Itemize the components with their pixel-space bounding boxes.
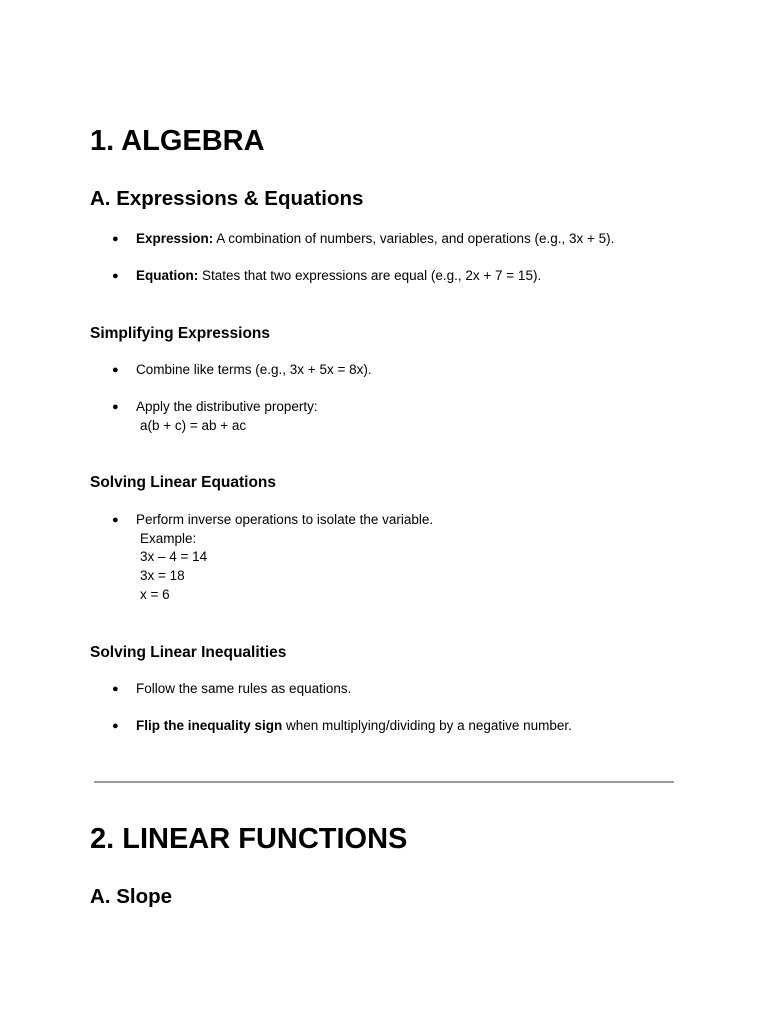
- term-equation: Equation:: [136, 268, 199, 283]
- bullet-dot: ●: [112, 401, 119, 413]
- bullet-dot: ●: [112, 683, 119, 695]
- distributive-text: Apply the distributive property:: [136, 399, 318, 414]
- example-step: x = 6: [140, 586, 170, 602]
- bullet-dot: ●: [112, 720, 119, 732]
- section-1-title: 1. ALGEBRA: [90, 125, 265, 157]
- example-step: 3x = 18: [140, 568, 185, 584]
- inverse-operations-text: Perform inverse operations to isolate the variable.: [136, 512, 434, 527]
- horizontal-divider: [94, 781, 674, 783]
- solving-linear-inequalities-title: Solving Linear Inequalities: [90, 644, 287, 661]
- subsection-expressions-equations-title: A. Expressions & Equations: [90, 187, 364, 210]
- bullet-body: [136, 267, 541, 286]
- bullet-body: Combine like terms (e.g., 3x + 5x = 8x).: [136, 362, 372, 377]
- term-expression: Expression:: [136, 231, 214, 246]
- definition-equation: States that two expressions are equal (e.g., 2x + 7 = 15).: [198, 268, 542, 283]
- solving-linear-equations-title: Solving Linear Equations: [90, 474, 277, 491]
- subsection-slope-title: A. Slope: [90, 885, 173, 908]
- example-label: Example:: [140, 530, 197, 546]
- simplifying-expressions-title: Simplifying Expressions: [90, 325, 271, 342]
- bullet-body: [136, 511, 433, 605]
- bullet-body: [136, 398, 318, 435]
- distributive-formula: a(b + c) = ab + ac: [140, 417, 247, 433]
- term-flip-sign: Flip the inequality sign: [136, 718, 283, 733]
- bullet-dot: ●: [112, 233, 119, 245]
- bullet-body: [136, 717, 572, 736]
- bullet-dot: ●: [112, 514, 119, 526]
- example-step: 3x – 4 = 14: [140, 549, 208, 565]
- definition-expression: A combination of numbers, variables, and operations (e.g., 3x + 5).: [213, 231, 615, 246]
- bullet-dot: ●: [112, 364, 119, 376]
- flip-sign-text: when multiplying/dividing by a negative number.: [282, 718, 572, 733]
- bullet-body: Follow the same rules as equations.: [136, 681, 352, 696]
- section-2-title: 2. LINEAR FUNCTIONS: [90, 823, 408, 855]
- bullet-body: [136, 230, 614, 249]
- bullet-dot: ●: [112, 270, 119, 282]
